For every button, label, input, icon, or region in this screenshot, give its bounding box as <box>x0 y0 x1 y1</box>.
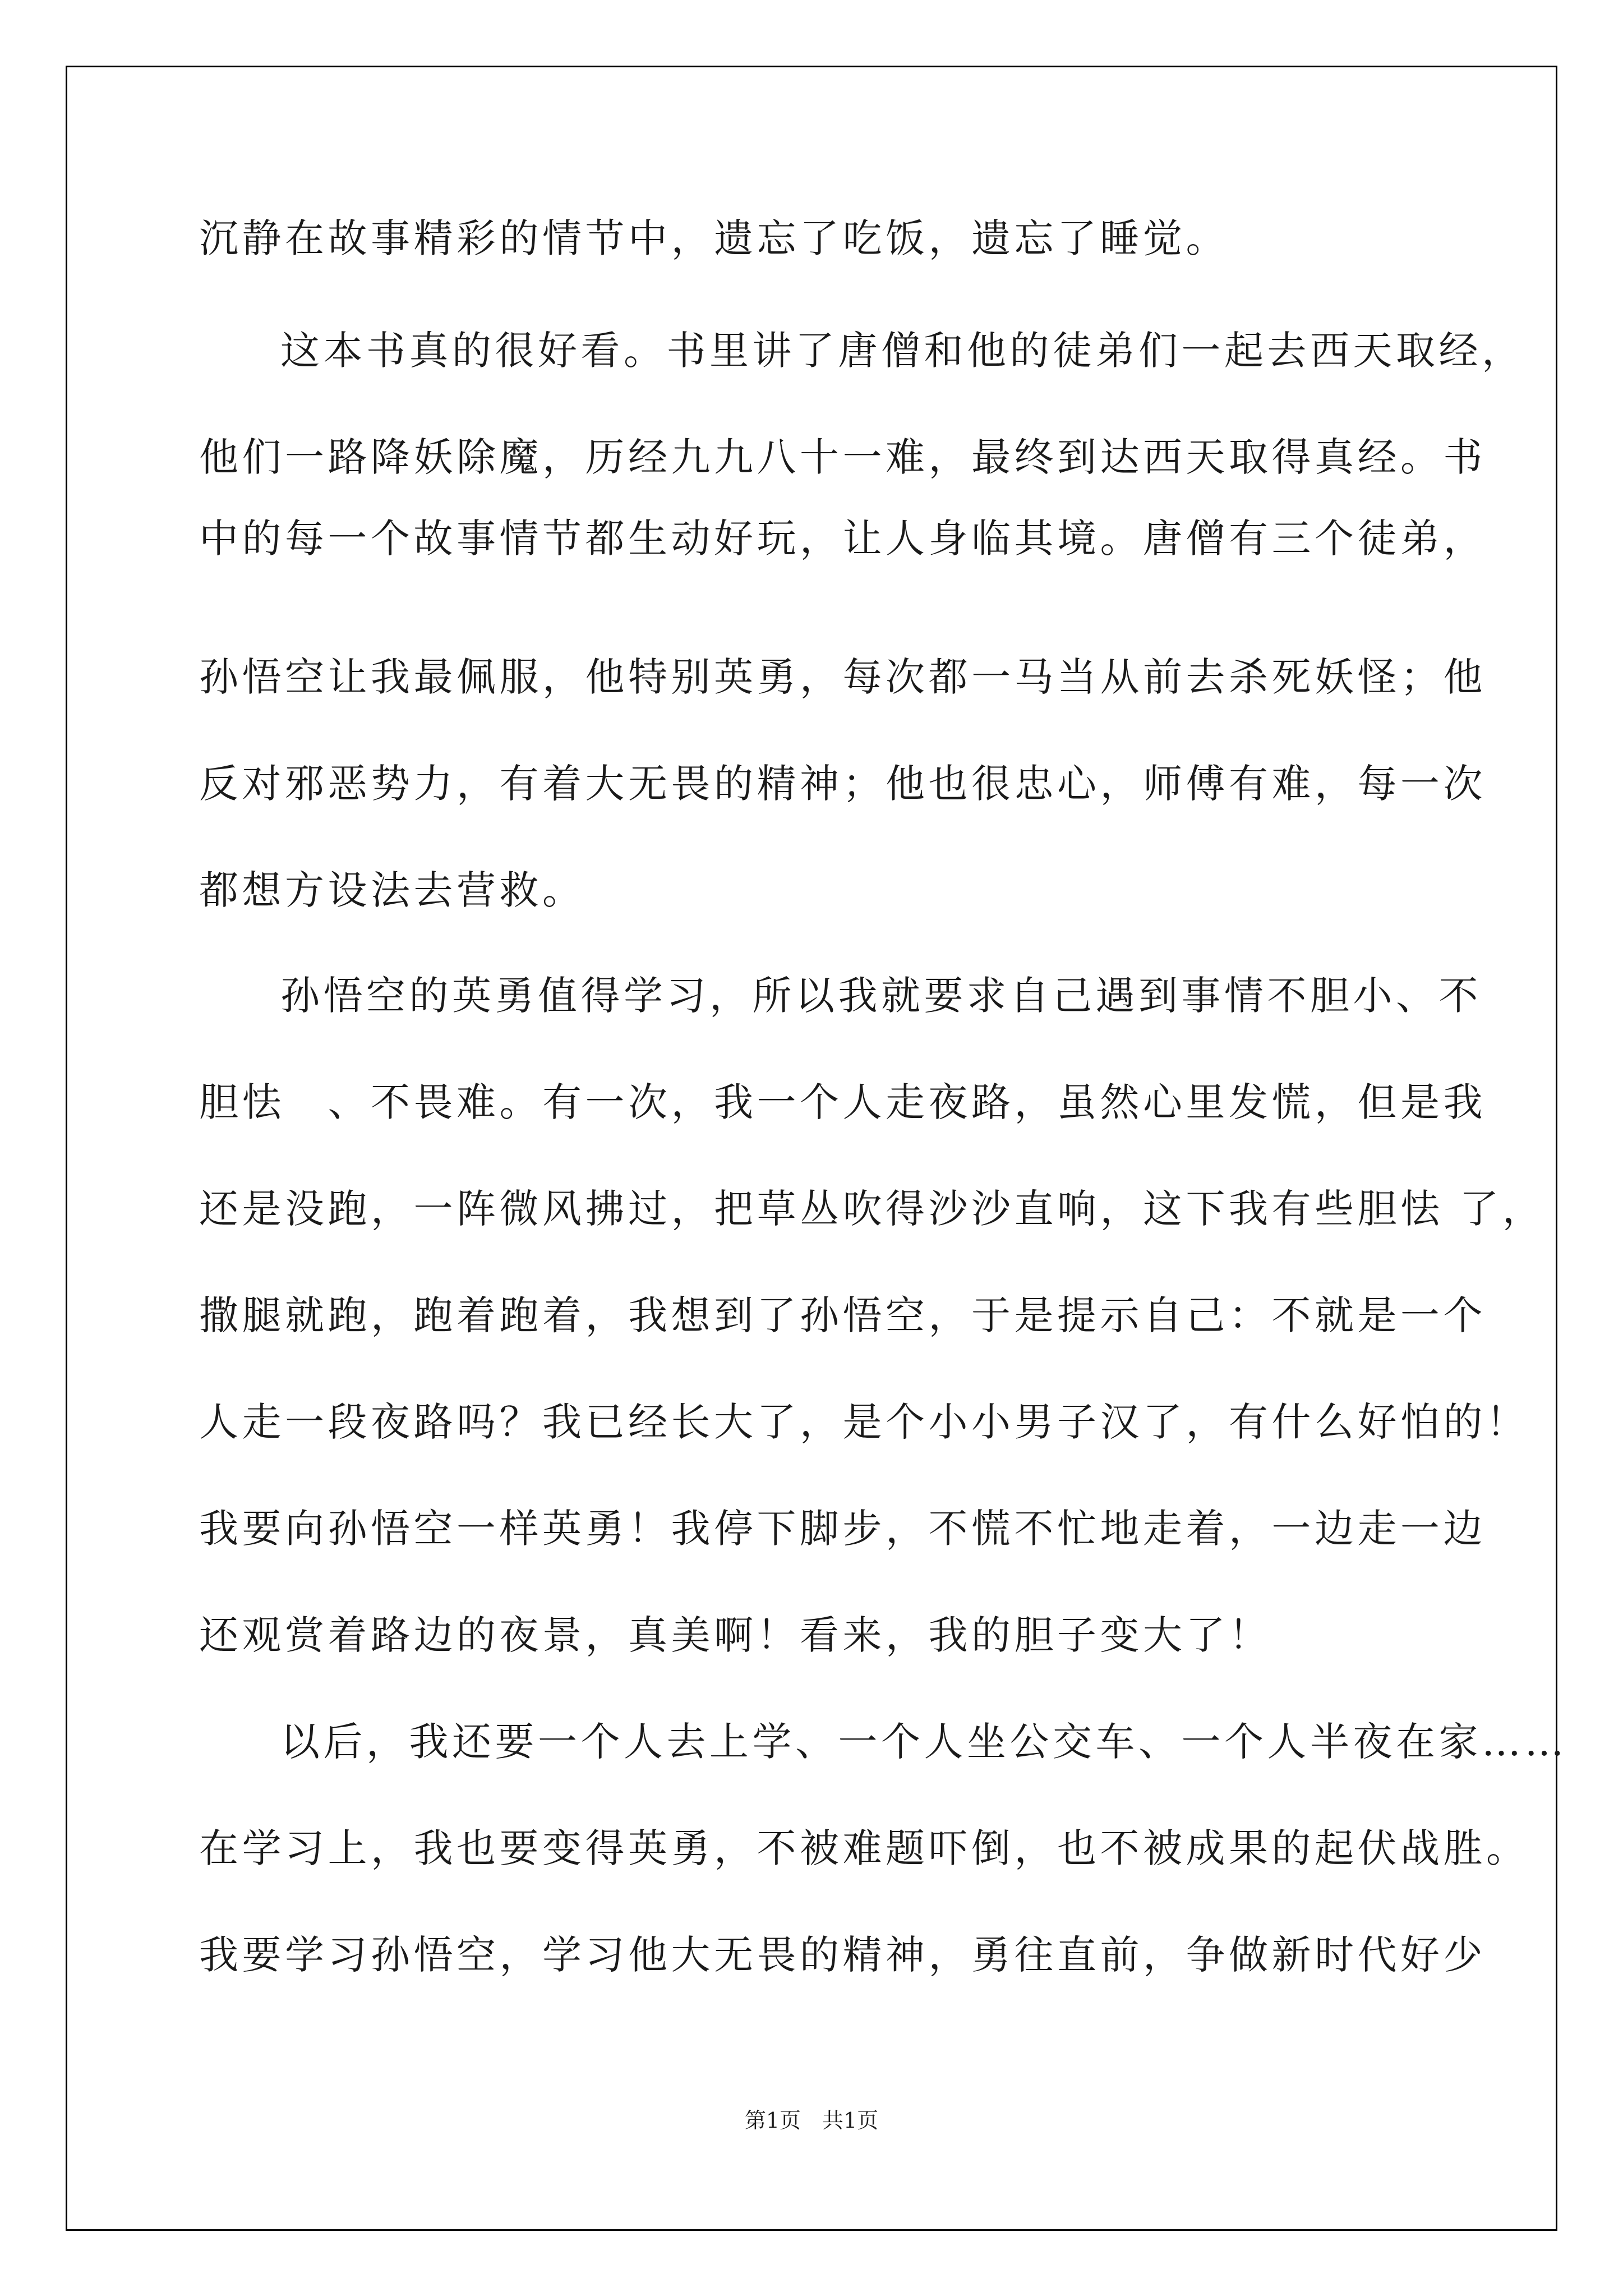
text-line-6: 反对邪恶势力，有着大无畏的精神；他也很忠心，师傅有难，每一次 <box>199 761 1486 807</box>
text-line-14: 还观赏着路边的夜景，真美啊！看来，我的胆子变大了！ <box>199 1612 1272 1658</box>
text-line-3: 他们一路降妖除魔，历经九九八十一难，最终到达西天取得真经。书 <box>199 434 1486 480</box>
text-line-13: 我要向孙悟空一样英勇！我停下脚步，不慌不忙地走着，一边走一边 <box>199 1506 1486 1552</box>
text-line-17: 我要学习孙悟空，学习他大无畏的精神，勇往直前，争做新时代好少 <box>199 1932 1486 1978</box>
text-line-1: 沉静在故事精彩的情节中，遗忘了吃饭，遗忘了睡觉。 <box>199 215 1229 261</box>
text-line-15: 以后，我还要一个人去上学、一个人坐公交车、一个人半夜在家…… <box>280 1719 1567 1765</box>
text-line-12: 人走一段夜路吗？我已经长大了，是个小小男子汉了，有什么好怕的！ <box>199 1399 1529 1445</box>
text-line-9: 胆怯 、不畏难。有一次，我一个人走夜路，虽然心里发慌，但是我 <box>199 1079 1486 1125</box>
text-line-7: 都想方设法去营救。 <box>199 867 585 913</box>
text-line-5: 孙悟空让我最佩服，他特别英勇，每次都一马当从前去杀死妖怪；他 <box>199 654 1486 700</box>
text-line-2: 这本书真的很好看。书里讲了唐僧和他的徒弟们一起去西天取经， <box>280 328 1525 374</box>
page-footer: 第1页 共1页 <box>744 2108 879 2133</box>
page-border <box>66 66 1557 2231</box>
text-line-16: 在学习上，我也要变得英勇，不被难题吓倒，也不被成果的起伏战胜。 <box>199 1825 1529 1871</box>
text-line-11: 撒腿就跑，跑着跑着，我想到了孙悟空，于是提示自己：不就是一个 <box>199 1292 1486 1338</box>
text-line-4: 中的每一个故事情节都生动好玩，让人身临其境。唐僧有三个徒弟， <box>199 516 1486 562</box>
text-line-8: 孙悟空的英勇值得学习，所以我就要求自己遇到事情不胆小、不 <box>280 973 1482 1019</box>
text-line-10: 还是没跑，一阵微风拂过，把草丛吹得沙沙直响，这下我有些胆怯 了， <box>199 1186 1546 1232</box>
